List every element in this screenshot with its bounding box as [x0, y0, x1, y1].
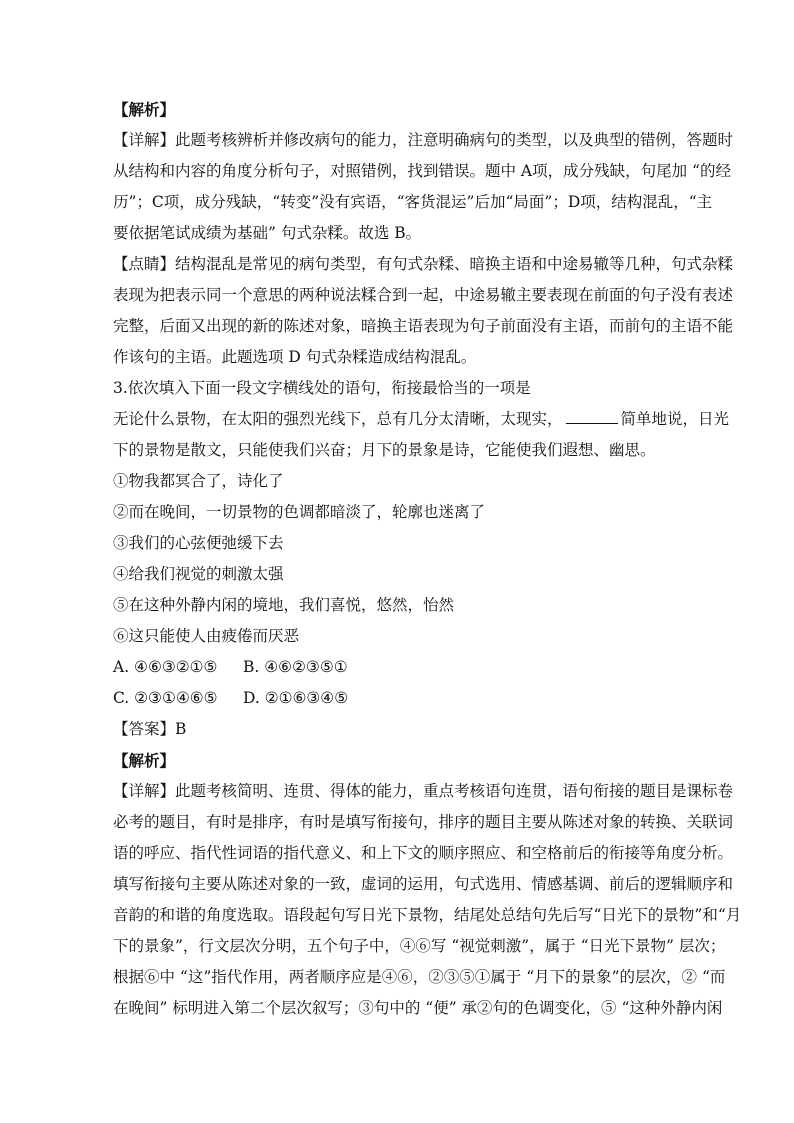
text-line: 表现为把表示同一个意思的两种说法糅合到一起，中途易辙主要表现在前面的句子没有表述: [113, 286, 734, 304]
options: [113, 652, 688, 714]
options-row-2: [113, 683, 688, 714]
sentence-item: ①物我都冥合了，诗化了: [113, 472, 284, 490]
passage-before-blank: 无论什么景物，在太阳的强烈光线下，总有几分太清晰，太现实，: [113, 410, 563, 428]
text-line: 下的景象”，行文层次分明，五个句子中，④⑥写 “视觉刺激”，属于 “日光下景物” 层次；: [113, 937, 726, 955]
sentence-list: [113, 466, 688, 652]
jiexi-heading-1: 【解析】: [113, 100, 176, 119]
text-line: 作该句的主语。此题选项 D 句式杂糅造成结构混乱。: [113, 348, 477, 366]
answer-line: 【答案】B: [113, 720, 187, 738]
option-c: C. ②③①④⑥⑤: [113, 689, 218, 707]
dianjing-paragraph: [113, 249, 734, 373]
question-passage: [113, 404, 730, 466]
text-line: 根据⑥中 “这”指代作用，两者顺序应是④⑥，②③⑤①属于 “月下的景象”的层次，② “而: [113, 968, 726, 986]
options-row-1: [113, 652, 688, 683]
passage-line-2: 下的景物是散文，只能使我们兴奋；月下的景象是诗，它能使我们遐想、幽思。: [113, 441, 656, 459]
text-line: 语的呼应、指代性词语的指代意义、和上下文的顺序照应、和空格前后的衔接等角度分析。: [113, 844, 734, 862]
sentence-item: ⑤在这种外静内闲的境地，我们喜悦，悠然，怡然: [113, 596, 455, 614]
option-a: A. ④⑥③②①⑤: [113, 658, 218, 676]
text-line: 从结构和内容的角度分析句子，对照错例，找到错误。题中 A项，成分残缺，句尾加 “的经: [113, 162, 731, 180]
text-line: 完整，后面又出现的新的陈述对象，暗换主语表现为句子前面没有主语，而前句的主语不能: [113, 317, 734, 335]
text-line: 【点睛】结构混乱是常见的病句类型，有句式杂糅、暗换主语和中途易辙等几种，句式杂糅: [113, 255, 734, 273]
text-line: 历”；C项，成分残缺，“转变”没有宾语，“客货混运”后加“局面”；D项，结构混乱，“主: [113, 193, 713, 211]
text-line: 填写衔接句主要从陈述对象的一致，虚词的运用，句式选用、情感基调、前后的逻辑顺序和: [113, 875, 734, 893]
text-line: 音韵的和谐的角度选取。语段起句写日光下景物，结尾处总结句先后写“日光下的景物”和“月: [113, 906, 742, 924]
passage-after-blank: 简单地说，日光: [620, 410, 730, 428]
fill-blank: [566, 406, 618, 424]
jiexi-heading-2: 【解析】: [113, 751, 176, 770]
sentence-item: ③我们的心弦便弛缓下去: [113, 534, 284, 552]
question-3-stem: 3.依次填入下面一段文字横线处的语句，衔接最恰当的一项是: [113, 379, 531, 397]
option-d: D. ②①⑥③④⑤: [243, 689, 349, 707]
text-line: 必考的题目，有时是排序，有时是填写衔接句，排序的题目主要从陈述对象的转换、关联词: [113, 813, 734, 831]
text-line: 【详解】此题考核简明、连贯、得体的能力，重点考核语句连贯，语句衔接的题目是课标卷: [113, 782, 734, 800]
xiangjie-paragraph-2: [113, 776, 742, 1024]
sentence-item: ⑥这只能使人由疲倦而厌恶: [113, 627, 300, 645]
option-b: B. ④⑥②③⑤①: [243, 658, 348, 676]
text-line: 【详解】此题考核辨析并修改病句的能力，注意明确病句的类型，以及典型的错例，答题时: [113, 131, 734, 149]
document-page: [113, 94, 742, 1024]
sentence-item: ②而在晚间，一切景物的色调都暗淡了，轮廓也迷离了: [113, 503, 486, 521]
text-line: 要依据笔试成绩为基础” 句式杂糅。故选 B。: [113, 224, 422, 242]
passage-line-1: [113, 404, 730, 435]
xiangjie-paragraph-1: [113, 125, 734, 249]
text-line: 在晚间” 标明进入第二个层次叙写；③句中的 “便” 承②句的色调变化，⑤ “这种外静内闲: [113, 999, 723, 1017]
sentence-item: ④给我们视觉的刺激太强: [113, 565, 284, 583]
